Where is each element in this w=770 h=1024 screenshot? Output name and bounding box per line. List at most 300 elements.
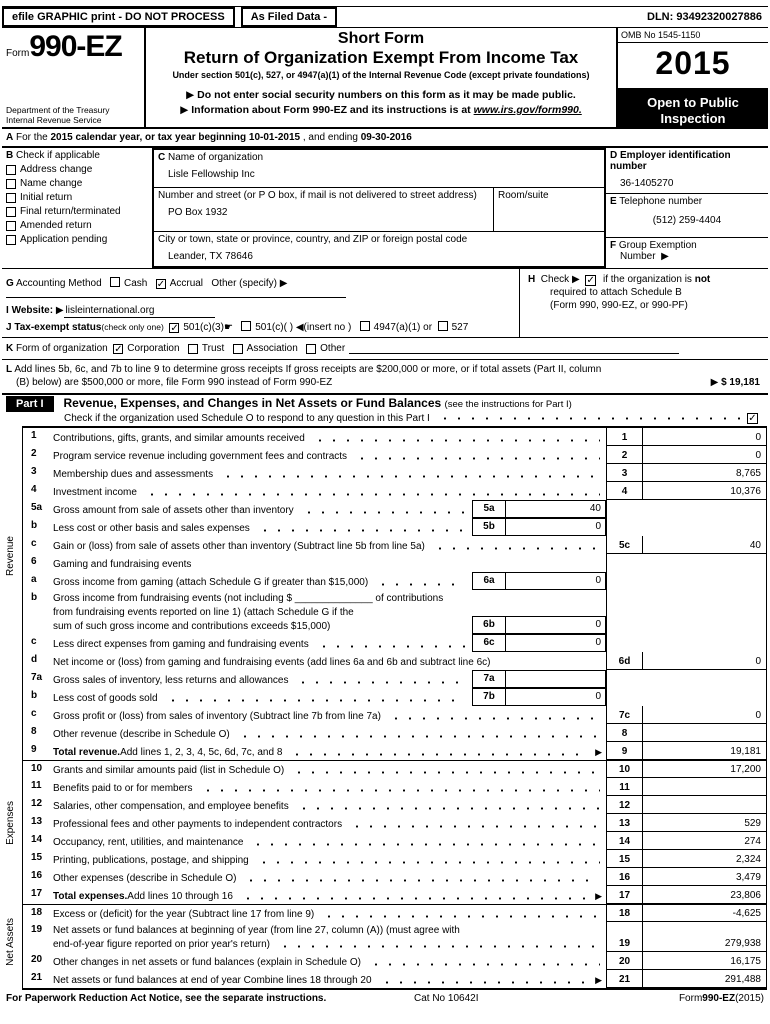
part1-row-6 — [23, 554, 766, 572]
form-title: Return of Organization Exempt From Income Tax — [183, 48, 579, 67]
line-amount-cell[interactable]: 8,765 — [642, 464, 766, 482]
part1-row-8 — [23, 724, 766, 742]
row-description — [53, 952, 606, 970]
part1-row-13 — [23, 814, 766, 832]
row-description-text: Investment income — [53, 487, 137, 498]
arrow-right-icon: ▶ — [279, 278, 288, 289]
room-suite-cell — [494, 188, 604, 231]
city-cell — [154, 232, 604, 266]
line-amount-box[interactable]: 40 — [506, 500, 606, 518]
arrow-right-icon: ▶ — [571, 274, 580, 285]
dot-leader — [433, 547, 600, 550]
arrow-right-icon: ▶ — [180, 104, 189, 116]
line-amount-cell[interactable]: 16,175 — [642, 952, 766, 970]
line-amount-cell[interactable] — [642, 796, 766, 814]
other-specify-label: Other (specify) — [211, 278, 277, 289]
row-number: 8 — [31, 726, 37, 737]
part1-row-10 — [23, 760, 766, 778]
phone-label: Telephone number — [619, 196, 703, 207]
part1-row-1 — [23, 428, 766, 446]
line-amount-cell[interactable] — [642, 724, 766, 742]
section-h-tag: H — [528, 274, 536, 285]
row-number: 6 — [31, 556, 37, 567]
period-begin-date: 10-01-2015 — [248, 132, 301, 143]
other-specify-blank[interactable] — [6, 297, 346, 298]
row-description — [53, 500, 472, 518]
row-number: 4 — [31, 484, 37, 495]
row-description-text: Add lines 10 through 16 — [127, 891, 233, 902]
gross-receipts-amount-wrap — [711, 376, 760, 389]
line-amount-cell[interactable]: 2,324 — [642, 850, 766, 868]
schedule-b-checkbox[interactable]: ✓ — [586, 275, 595, 286]
org-name-value[interactable]: Lisle Fellowship Inc — [168, 169, 255, 180]
irs-url: www.irs.gov/form990. — [473, 104, 582, 116]
dot-leader — [317, 645, 466, 648]
section-b-label: Check if applicable — [16, 150, 100, 161]
section-e-tag: E — [610, 196, 617, 207]
row-number: 20 — [31, 954, 43, 965]
line-number-cell — [606, 688, 642, 706]
arrow-right-icon: ▶ — [595, 891, 602, 901]
row-description — [53, 688, 472, 706]
website-value[interactable]: lisleinternational.org — [64, 305, 215, 318]
row-description-text: Other revenue (describe in Schedule O) — [53, 729, 230, 740]
row-description-bold: Total expenses. — [53, 891, 128, 902]
part1-row-4 — [23, 482, 766, 500]
row-description — [53, 670, 472, 688]
line-amount-cell[interactable]: 0 — [642, 652, 766, 670]
line-amount-cell[interactable]: 279,938 — [642, 922, 766, 952]
row-description — [53, 742, 606, 760]
phone-value[interactable]: (512) 259-4404 — [652, 215, 722, 226]
form-title-block — [144, 28, 618, 127]
line-amount-cell[interactable]: 0 — [642, 446, 766, 464]
ein-phone-block — [606, 148, 768, 268]
form-of-organization-row — [2, 338, 768, 360]
bullet-1-text: Do not enter social security numbers on this form as it may be made public. — [197, 89, 576, 101]
footer-form-year: (2015) — [735, 993, 764, 1004]
501c3-label: 501(c)(3) — [183, 322, 224, 333]
name-change-checkbox[interactable] — [6, 179, 16, 189]
row-description — [53, 886, 606, 904]
row-description — [53, 652, 606, 670]
part1-row-a — [23, 572, 766, 590]
line-number-cell: 1 — [606, 428, 642, 446]
part1-row-15 — [23, 850, 766, 868]
footer-form-id — [614, 993, 764, 1004]
line-amount-cell — [642, 518, 766, 536]
dot-leader — [369, 963, 600, 966]
part1-row-b — [23, 518, 766, 536]
ein-label: Employer identification number — [610, 150, 731, 172]
other-org-checkbox[interactable] — [306, 344, 316, 354]
line-number-cell — [606, 670, 642, 688]
line-number-box: 6c — [472, 634, 506, 652]
line-amount-cell[interactable]: 23,806 — [642, 886, 766, 904]
line-amount-cell[interactable] — [642, 778, 766, 796]
accounting-website-block — [2, 269, 768, 338]
schedule-o-check-text: Check if the organization used Schedule O to respond to any question in this Part I — [64, 413, 430, 424]
h-check-word: Check — [540, 274, 570, 285]
line-number-cell: 12 — [606, 796, 642, 814]
initial-return-label: Initial return — [20, 192, 73, 203]
org-name-label: Name of organization — [168, 152, 264, 163]
row-description-text: Grants and similar amounts paid (list in Schedule O) — [53, 765, 285, 776]
part1-row-c — [23, 634, 766, 652]
tax-exempt-label: Tax-exempt status — [14, 322, 102, 333]
association-checkbox[interactable] — [233, 344, 243, 354]
phone-cell — [606, 194, 768, 238]
line-amount-box[interactable]: 0 — [506, 634, 606, 652]
ein-cell — [606, 148, 768, 194]
part1-row-11 — [23, 778, 766, 796]
application-pending-checkbox[interactable] — [6, 235, 16, 245]
row-number: 17 — [31, 888, 43, 899]
part1-row-14 — [23, 832, 766, 850]
row-number: c — [31, 636, 37, 647]
dot-leader — [221, 475, 600, 478]
part1-row-7c — [23, 706, 766, 724]
check-only-one-note: (check only one) — [101, 322, 164, 332]
schedule-o-check-row — [2, 412, 768, 426]
part1-row-5a — [23, 500, 766, 518]
arrow-right-icon: ▶ — [595, 747, 602, 757]
row-description — [53, 590, 472, 634]
row-description-text: Other changes in net assets or fund balances (explain in Schedule O) — [53, 957, 361, 968]
amended-return-checkbox[interactable] — [6, 221, 16, 231]
final-return-row — [6, 206, 150, 217]
row-description — [53, 482, 606, 500]
dot-leader — [313, 439, 600, 442]
h-text-not: not — [694, 274, 711, 285]
omb-year-block — [618, 28, 768, 127]
insert-no-label: (insert no ) — [303, 322, 352, 333]
527-checkbox[interactable] — [438, 321, 448, 331]
dot-leader — [238, 735, 600, 738]
row-number: 16 — [31, 870, 43, 881]
line-number-cell: 11 — [606, 778, 642, 796]
row-description — [53, 922, 606, 952]
4947a1-label: 4947(a)(1) or — [373, 322, 433, 333]
dot-leader — [380, 981, 590, 984]
row-description-line: Net assets or fund balances at beginning of year (from line 27, column (A)) (must agree with — [53, 925, 460, 936]
line-number-box: 7a — [472, 670, 506, 688]
row-description — [53, 814, 606, 832]
line-number-cell — [606, 572, 642, 590]
address-change-row — [6, 164, 150, 175]
arrow-left-icon: ◀ — [295, 322, 304, 333]
h-text-post2: (Form 990, 990-EZ, or 990-PF) — [550, 300, 688, 311]
row-number: 12 — [31, 798, 43, 809]
cash-label: Cash — [123, 278, 148, 289]
row-description — [53, 706, 606, 724]
group-exemption-cell — [606, 238, 768, 268]
row-number: 13 — [31, 816, 43, 827]
dot-leader — [257, 861, 600, 864]
line-number-cell — [606, 590, 642, 634]
row-description-text: Membership dues and assessments — [53, 469, 214, 480]
arrow-right-icon: ▶ — [595, 975, 602, 985]
part1-title — [64, 396, 572, 410]
schedule-o-checkbox[interactable]: ✓ — [748, 413, 757, 424]
line-number-cell: 18 — [606, 905, 642, 922]
amended-return-row — [6, 220, 150, 231]
row-description-text: Excess or (deficit) for the year (Subtract line 17 from line 9) — [53, 909, 315, 920]
trust-label: Trust — [201, 343, 225, 354]
line-amount-box[interactable] — [506, 670, 606, 688]
tax-year-line — [2, 129, 768, 148]
row-description-text: Gross amount from sale of assets other than inventory — [53, 505, 294, 516]
row-number: b — [31, 520, 38, 531]
h-text-pre: if the organization is — [602, 274, 692, 285]
gross-receipts-row — [2, 360, 768, 393]
line-amount-cell[interactable]: 10,376 — [642, 482, 766, 500]
row-number: 11 — [31, 780, 42, 791]
row-number: 1 — [31, 430, 37, 441]
row-description-text: Occupancy, rent, utilities, and maintenance — [53, 837, 244, 848]
dot-leader — [438, 417, 741, 420]
group-exemption-label1: Group Exemption — [618, 240, 697, 251]
line-number-box: 5b — [472, 518, 506, 536]
section-g-tag: G — [6, 278, 14, 289]
dept-line-2: Internal Revenue Service — [6, 115, 102, 125]
line-a-tag: A — [6, 132, 14, 143]
dot-leader — [350, 825, 600, 828]
row-description-text: Add lines 1, 2, 3, 4, 5c, 6d, 7c, and 8 — [120, 747, 283, 758]
period-end-date: 09-30-2016 — [360, 132, 412, 143]
section-c-tag: C — [158, 152, 166, 163]
line-number-box: 6a — [472, 572, 506, 590]
ein-value[interactable]: 36-1405270 — [620, 178, 674, 189]
line-amount-cell — [642, 554, 766, 572]
open-to-public-line2: Inspection — [660, 111, 726, 126]
gross-receipts-text1: Add lines 5b, 6c, and 7b to line 9 to determine gross receipts If gross receipts are $200,000 or more, or if total assets (Part II, column — [14, 364, 602, 375]
street-cell — [154, 188, 604, 232]
dot-leader — [297, 807, 600, 810]
accounting-method-row — [6, 271, 515, 302]
4947a1-checkbox[interactable] — [360, 321, 370, 331]
part1-row-16 — [23, 868, 766, 886]
part1-row-20 — [23, 952, 766, 970]
gross-receipts-text2: (B) below) are $500,000 or more, file Form 990 instead of Form 990-EZ — [16, 377, 333, 388]
line-amount-box[interactable]: 0 — [506, 518, 606, 536]
part1-row-b — [23, 590, 766, 634]
room-suite-label: Room/suite — [498, 190, 549, 201]
line-number-cell: 15 — [606, 850, 642, 868]
bullet-2 — [152, 103, 610, 118]
line-number-cell: 14 — [606, 832, 642, 850]
dot-leader — [241, 897, 589, 900]
dot-leader — [145, 493, 600, 496]
final-return-label: Final return/terminated — [20, 206, 121, 217]
footer-form-number: 990-EZ — [702, 993, 736, 1004]
row-description — [53, 761, 606, 778]
corporation-label: Corporation — [127, 343, 180, 354]
row-description-text: Less cost of goods sold — [53, 693, 158, 704]
part1-row-18 — [23, 904, 766, 922]
dept-line-1: Department of the Treasury — [6, 105, 110, 115]
dot-leader — [290, 753, 589, 756]
website-row — [6, 302, 515, 318]
dot-leader — [251, 843, 600, 846]
gross-receipts-amount: $ 19,181 — [721, 377, 760, 388]
row-description-text: end-of-year figure reported on prior year's return) — [53, 939, 271, 950]
line-amount-cell[interactable]: 291,488 — [642, 970, 766, 988]
line-amount-cell[interactable]: 3,479 — [642, 868, 766, 886]
row-description-text: Other expenses (describe in Schedule O) — [53, 873, 237, 884]
line-number-cell: 21 — [606, 970, 642, 988]
address-change-checkbox[interactable] — [6, 165, 16, 175]
page-footer — [2, 990, 768, 1004]
line-amount-cell[interactable]: 274 — [642, 832, 766, 850]
row-number: 18 — [31, 907, 43, 918]
revenue-side-label: Revenue — [5, 536, 16, 577]
row-description-text: Printing, publications, postage, and shipping — [53, 855, 249, 866]
line-amount-cell[interactable]: 19,181 — [642, 742, 766, 760]
line-number-cell: 16 — [606, 868, 642, 886]
footer-form-word: Form — [678, 993, 703, 1004]
org-info-block — [2, 148, 768, 269]
line-amount-cell — [642, 590, 766, 634]
line-amount-cell[interactable]: 529 — [642, 814, 766, 832]
row-description-text: Gain or (loss) from sale of assets other than inventory (Subtract line 5b from line 5a) — [53, 541, 425, 552]
row-description — [53, 868, 606, 886]
cash-checkbox[interactable] — [110, 277, 120, 287]
amended-return-label: Amended return — [20, 220, 92, 231]
line-number-cell: 10 — [606, 761, 642, 778]
schedule-b-check-block — [520, 269, 768, 337]
row-number: 14 — [31, 834, 43, 845]
part1-title-note: (see the instructions for Part I) — [444, 399, 572, 410]
part1-row-19 — [23, 922, 766, 952]
as-filed-label: As Filed Data - — [241, 7, 337, 27]
501c-other-checkbox[interactable] — [241, 321, 251, 331]
accrual-checkbox[interactable]: ✓ — [156, 279, 166, 290]
dot-leader — [166, 699, 466, 702]
line-number-cell: 20 — [606, 952, 642, 970]
part1-row-12 — [23, 796, 766, 814]
row-description — [53, 796, 606, 814]
form-number: 990-EZ — [29, 30, 122, 63]
dln-number: DLN: 93492320027886 — [647, 11, 762, 23]
row-description-text: Professional fees and other payments to independent contractors — [53, 819, 343, 830]
efile-label: efile GRAPHIC print - DO NOT PROCESS — [2, 7, 235, 27]
form-header — [2, 28, 768, 129]
row-description-text: Net income or (loss) from gaming and fundraising events (add lines 6a and 6b and subtract line 6c) — [53, 657, 491, 668]
row-description — [53, 464, 606, 482]
row-number: 10 — [31, 763, 43, 774]
row-description-text: sum of such gross income and contributions exceeds $15,000) — [53, 621, 331, 632]
row-number: 5a — [31, 502, 43, 513]
bullet-1 — [152, 88, 610, 103]
initial-return-checkbox[interactable] — [6, 193, 16, 203]
part1-row-17 — [23, 886, 766, 904]
line-number-cell: 4 — [606, 482, 642, 500]
dot-leader — [302, 511, 466, 514]
line-number-cell: 13 — [606, 814, 642, 832]
city-value[interactable]: Leander, TX 78646 — [168, 251, 253, 262]
dot-leader — [389, 717, 600, 720]
section-j-tag: J — [6, 322, 12, 333]
part1-row-3 — [23, 464, 766, 482]
paperwork-notice: For Paperwork Reduction Act Notice, see the separate instructions. — [6, 993, 327, 1004]
row-description-text: Gross sales of inventory, less returns and allowances — [53, 675, 289, 686]
row-number: 3 — [31, 466, 37, 477]
application-pending-label: Application pending — [20, 234, 108, 245]
line-amount-cell[interactable]: 17,200 — [642, 761, 766, 778]
application-pending-row — [6, 234, 150, 245]
line-amount-cell[interactable]: -4,625 — [642, 905, 766, 922]
row-number: c — [31, 708, 37, 719]
line-a-pre: For the — [16, 132, 48, 143]
expenses-side-label: Expenses — [5, 801, 16, 845]
row-number: 7a — [31, 672, 43, 683]
line-number-box: 7b — [472, 688, 506, 706]
line-number-cell: 7c — [606, 706, 642, 724]
line-number-cell — [606, 500, 642, 518]
form-subtitle: Under section 501(c), 527, or 4947(a)(1) of the Internal Revenue Code (except private foundations) — [172, 70, 590, 80]
group-exemption-label2: Number — [620, 251, 656, 262]
dot-leader — [258, 529, 466, 532]
line-number-cell — [606, 634, 642, 652]
form-number-block — [2, 28, 144, 127]
final-return-checkbox[interactable] — [6, 207, 16, 217]
name-change-row — [6, 178, 150, 189]
line-number-cell — [606, 518, 642, 536]
street-left — [154, 188, 494, 231]
line-amount-cell — [642, 500, 766, 518]
row-number: a — [31, 574, 37, 585]
row-description — [53, 446, 606, 464]
header-bullets — [152, 88, 610, 118]
corporation-checkbox[interactable]: ✓ — [114, 343, 123, 355]
dot-leader — [296, 681, 466, 684]
line-a-mid: , and ending — [302, 132, 358, 143]
row-number: 19 — [31, 924, 43, 935]
row-description-line: from fundraising events reported on line 1) (attach Schedule G if the — [53, 607, 354, 618]
name-change-label: Name change — [20, 178, 83, 189]
row-number: d — [31, 654, 38, 665]
501c-other-label: 501(c)( ) — [255, 322, 294, 333]
street-label: Number and street (or P O box, if mail is not delivered to street address) — [158, 190, 477, 201]
line-amount-cell[interactable]: 0 — [642, 428, 766, 446]
line-amount-box[interactable]: 0 — [506, 616, 606, 634]
line-a-bold: 2015 calendar year, or tax year beginning — [50, 132, 247, 143]
dot-leader — [244, 879, 600, 882]
part1-tag: Part I — [6, 396, 54, 412]
part1-row-5c — [23, 536, 766, 554]
line-number-cell — [606, 554, 642, 572]
line-amount-box[interactable]: 0 — [506, 688, 606, 706]
street-value[interactable]: PO Box 1932 — [168, 207, 228, 218]
arrow-right-icon: ▶ — [186, 89, 195, 101]
line-amount-cell[interactable]: 0 — [642, 706, 766, 724]
line-number-box: 6b — [472, 616, 506, 634]
row-description — [53, 832, 606, 850]
other-org-blank[interactable] — [349, 344, 679, 354]
open-to-public-badge — [618, 89, 768, 127]
line-amount-box[interactable]: 0 — [506, 572, 606, 590]
line-number-cell: 6d — [606, 652, 642, 670]
section-k-tag: K — [6, 343, 14, 354]
line-amount-cell[interactable]: 40 — [642, 536, 766, 554]
501c3-checkbox[interactable]: ✓ — [170, 323, 179, 334]
trust-checkbox[interactable] — [188, 344, 198, 354]
row-description — [53, 536, 606, 554]
row-description-text: Net assets or fund balances at end of year Combine lines 18 through 20 — [53, 975, 372, 986]
association-label: Association — [246, 343, 298, 354]
section-b-tag: B — [6, 150, 14, 161]
